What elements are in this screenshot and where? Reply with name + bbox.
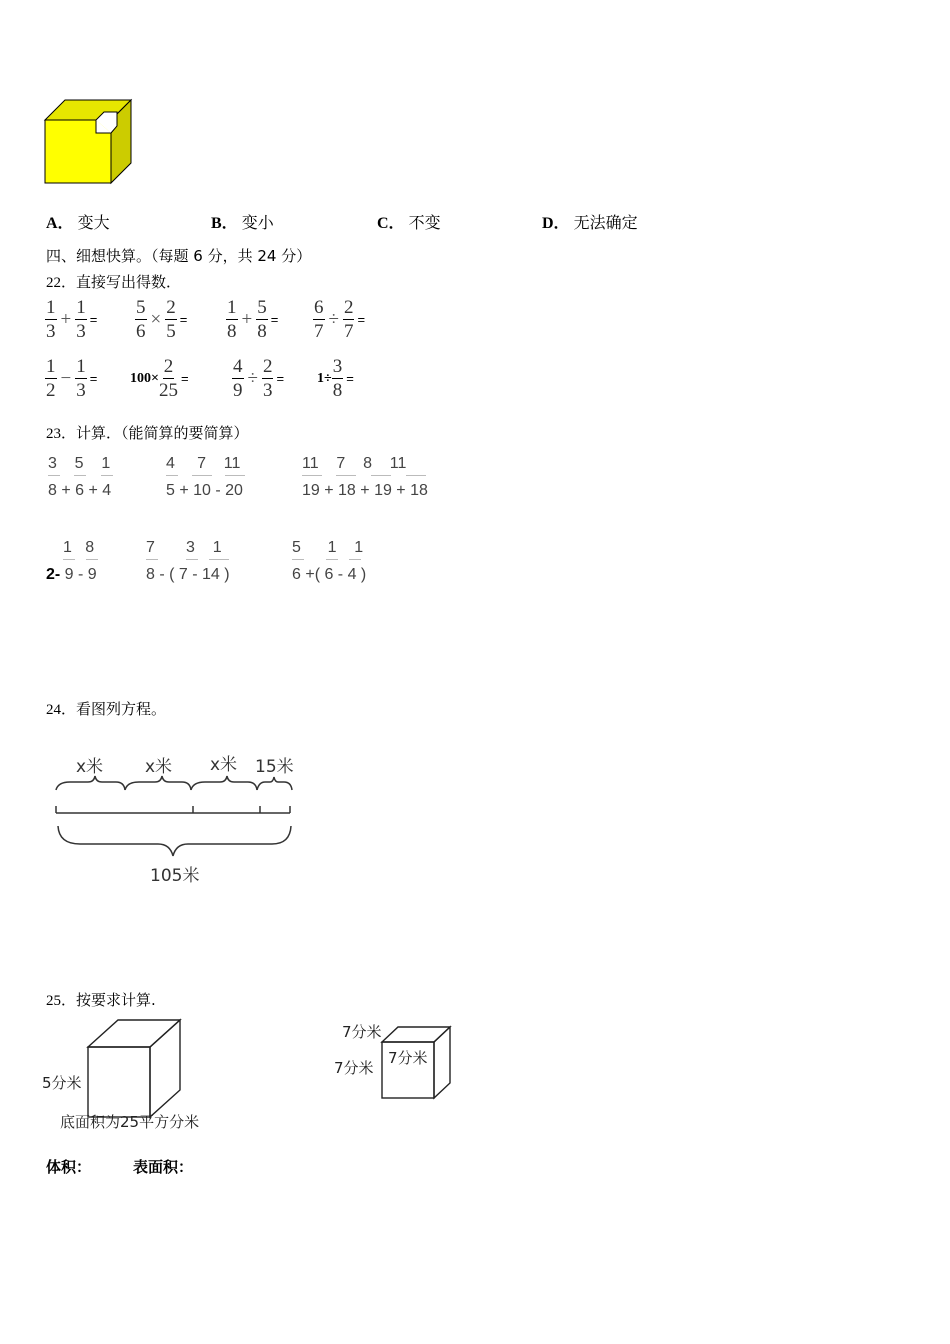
- option-d-letter: D．: [542, 215, 570, 232]
- q25-number: 25．: [46, 993, 77, 1009]
- numerators: 11 7 8 11: [302, 455, 407, 472]
- segment-label: x米: [210, 755, 238, 775]
- fraction: $\frac{1}{3}$: [76, 297, 86, 342]
- whole-number: 2-: [46, 566, 61, 583]
- option-c[interactable]: [377, 210, 441, 233]
- cuboid-figure: [40, 1015, 230, 1135]
- q23-expr-3: [302, 455, 442, 505]
- fraction: $\frac{6}{7}$: [314, 297, 324, 342]
- fraction: $\frac{5}{6}$: [136, 297, 146, 342]
- option-b[interactable]: [211, 210, 274, 233]
- q22-expr-7: [232, 357, 284, 400]
- option-a[interactable]: [46, 210, 110, 233]
- option-c-text: 不变: [408, 213, 441, 232]
- volume-label: 体积：: [46, 1158, 92, 1176]
- operator: ÷: [328, 308, 339, 330]
- cube-side-label: 7分米: [334, 1059, 374, 1077]
- numerators: 4 7 11: [166, 455, 241, 472]
- option-d-text: 无法确定: [573, 213, 638, 232]
- equals: =: [346, 371, 354, 386]
- q23-expr-6: [292, 539, 392, 589]
- option-b-text: 变小: [241, 213, 274, 232]
- fraction: 1 8: [227, 297, 237, 342]
- q23-expr-4: [46, 539, 116, 589]
- q22-expr-4: [313, 298, 365, 341]
- option-d[interactable]: [542, 210, 638, 233]
- option-b-letter: B．: [211, 215, 238, 232]
- q22-expr-8: [317, 357, 354, 400]
- fraction: $\frac{2}{3}$: [262, 356, 273, 401]
- fraction: $\frac{2}{7}$: [343, 297, 354, 342]
- fraction: 1 2: [46, 356, 56, 401]
- q22-expr-6: [130, 357, 189, 400]
- denominators: 9 - 9: [60, 566, 97, 583]
- equals: =: [179, 312, 188, 327]
- denominators: 6 +( 6 - 4 ): [292, 566, 367, 583]
- fraction: $\frac{1}{3}$: [76, 356, 86, 401]
- q23-expr-1: [48, 455, 138, 505]
- q24-number: 24．: [46, 702, 77, 718]
- surface-area-label: 表面积：: [133, 1158, 194, 1176]
- denominators: 8 - ( 7 - 14 ): [146, 566, 230, 583]
- segment-label: x米: [145, 757, 173, 777]
- q22-expr-5: [45, 357, 97, 400]
- denominators: 19 + 18 + 19 + 18: [302, 482, 428, 499]
- segment-diagram: [50, 748, 310, 893]
- cut-cube-figure: [40, 95, 140, 187]
- fraction: $\frac{5}{8}$: [257, 297, 267, 342]
- q24-prompt: 看图列方程。: [76, 700, 167, 718]
- q23-expr-5: [146, 539, 256, 589]
- q22-number: 22．: [46, 275, 77, 291]
- cube-figure: [330, 1015, 460, 1105]
- whole-number: 1÷: [317, 370, 332, 386]
- option-a-text: 变大: [77, 213, 110, 232]
- total-label: 105米: [150, 866, 200, 886]
- q23-heading: [46, 422, 249, 443]
- q23-expr-2: [166, 455, 266, 505]
- cube-top-label: 7分米: [342, 1023, 382, 1041]
- q22-expr-1: [45, 298, 97, 341]
- equals: =: [276, 371, 285, 386]
- fraction: 1 3: [46, 297, 56, 342]
- q25-prompt: 按要求计算.: [76, 991, 156, 1009]
- height-label: 5分米: [42, 1074, 82, 1092]
- equals: =: [357, 312, 366, 327]
- segment-label: 15米: [255, 757, 294, 777]
- option-c-letter: C．: [377, 215, 405, 232]
- denominators: 5 + 10 - 20: [166, 482, 243, 499]
- equals: =: [89, 312, 98, 327]
- numerators: 5 1 1: [292, 539, 364, 556]
- equals: =: [180, 371, 189, 386]
- q25-heading: [46, 989, 156, 1010]
- q22-prompt: 直接写出得数．: [76, 273, 182, 291]
- numerators: 3 5 1: [48, 455, 111, 472]
- operator: +: [241, 308, 253, 330]
- option-a-letter: A．: [46, 215, 74, 232]
- operator: +: [60, 308, 72, 330]
- fraction: $\frac{4}{9}$: [233, 356, 243, 401]
- fraction: $\frac{2}{5}$: [166, 297, 176, 342]
- operator: ×: [150, 308, 162, 330]
- section-title: 四、细想快算。（每题 6 分，共 24 分）: [46, 247, 312, 265]
- q23-prompt: 计算．（能简算的要简算）: [76, 424, 249, 442]
- segment-label: x米: [76, 757, 104, 777]
- base-area-label: 底面积为25平方分米: [60, 1113, 200, 1131]
- q22-expr-2: [135, 298, 187, 341]
- q22-expr-3: [226, 298, 278, 341]
- fraction: $\frac{3}{8}$: [332, 356, 343, 401]
- operator: −: [60, 367, 72, 389]
- operator: ÷: [247, 367, 258, 389]
- numerators: 7 3 1: [146, 539, 222, 556]
- denominators: 8 + 6 + 4: [48, 482, 112, 499]
- q22-heading: [46, 271, 181, 292]
- q23-number: 23．: [46, 426, 77, 442]
- numerators: 1 8: [63, 539, 95, 556]
- q24-heading: [46, 698, 166, 719]
- whole-number: 100×: [130, 370, 159, 386]
- equals: =: [270, 312, 279, 327]
- equals: =: [89, 371, 98, 386]
- cube-front-label: 7分米: [388, 1049, 428, 1067]
- fraction: $\frac{2}{25}$: [158, 356, 178, 401]
